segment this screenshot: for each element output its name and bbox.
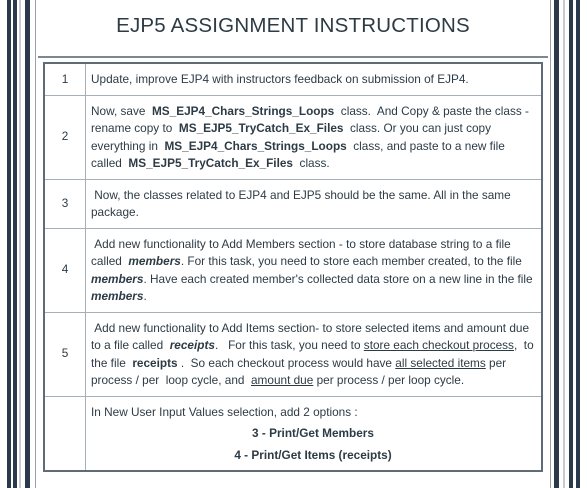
text-run: amount due [251,373,314,387]
text-run: . [143,289,147,303]
text-run: MS_EJP4_Chars_Strings_Loops [151,103,335,118]
text-run: Now, the classes related to EJP4 and EJP5 should be the same. All in the same package. [91,187,514,219]
text-run: . Have each created member's collected data store on a new line in the file [143,271,540,286]
step-text [86,228,543,312]
step-number: 1 [44,63,86,95]
instruction-row [44,95,542,179]
text-run: MS_EJP5_TryCatch_Ex_Files [178,121,344,135]
text-run: per process / per loop cycle, and [91,355,510,387]
step-number [44,396,86,471]
text-run: per process / per loop cycle. [313,373,465,387]
right-frame-bar [576,0,580,488]
instruction-row [44,63,542,95]
left-frame-bar [19,0,21,488]
text-run: class. And Copy & paste the class - rename copy to [91,103,533,135]
option-line: 3 - Print/Get Members [252,426,374,440]
text-run: Add new functionality to Add Items section- to store selected items and amount due to a file called [91,320,533,352]
instruction-row [44,179,542,228]
text-run: . For this task, you need to store each member created, to the file [180,254,526,268]
document-frame [35,0,551,488]
text-run: Now, save [91,103,152,118]
instructions-table [43,62,543,472]
text-run: all selected items [395,355,486,370]
text-run: MS_EJP5_TryCatch_Ex_Files [128,156,293,170]
instruction-row [44,396,542,471]
text-run: . For this task, you need to [214,338,364,352]
text-run: receipts [132,355,178,370]
option-line: 4 - Print/Get Items (receipts) [234,447,392,462]
right-frame-bar [563,0,565,488]
step-number: 4 [44,228,86,312]
left-frame-bar [25,0,30,488]
left-frame-bar [7,0,11,488]
left-frame-bar [13,0,17,488]
text-run: In New User Input Values selection, add 2 options : [91,404,358,419]
page-title: EJP5 ASSIGNMENT INSTRUCTIONS [116,14,470,37]
step-number: 3 [44,179,86,228]
text-run: class. Or you can just copy everything in [91,121,495,153]
step-number: 2 [44,95,86,179]
text-run: MS_EJP4_Chars_Strings_Loops [164,138,347,153]
text-run: receipts [169,338,215,352]
text-run: . So each checkout process would have [177,355,396,370]
text-run: , to the file [91,338,537,370]
text-run: class. [292,156,330,170]
step-text [86,312,543,396]
text-run: Update, improve EJP4 with instructors feedback on submission of EJP4. [91,72,469,86]
instruction-row [44,312,542,396]
step-text [86,396,543,471]
text-run: class, and paste to a new file called [91,138,509,170]
text-run: Add new functionality to Add Members section - to store database string to a file called [91,236,514,268]
text-run: members [128,254,181,268]
title-divider [38,56,548,58]
step-text [86,63,543,95]
text-run: store each checkout process [363,338,514,352]
right-frame-bar [554,0,559,488]
step-number: 5 [44,312,86,396]
step-text [86,179,543,228]
text-run: members [91,289,144,303]
text-run: members [91,271,144,286]
step-text [86,95,543,179]
right-frame-bar [569,0,573,488]
instruction-row [44,228,542,312]
